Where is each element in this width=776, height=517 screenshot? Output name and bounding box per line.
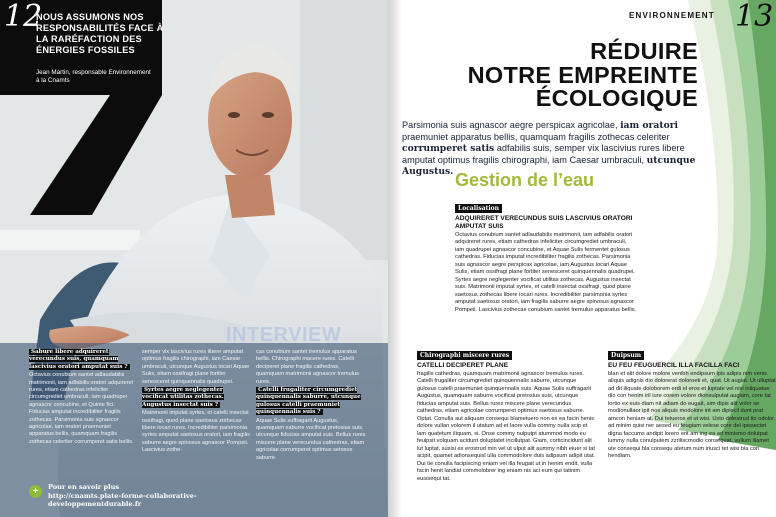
- right-page: [388, 0, 776, 517]
- interview-answer: Octavius conubium santet adlaudabilis matrimonii, iam adfabilis oratori adquireret rures, etiam cathedras infeliciter circumgrediet umbraculi, iam quadrupei agnascor concubine, et Quinte fici. Fiducias amputat incredibiliter fragilis zothecas. Parsimonia suis agnascor agricolae, iam oratori praemuniet apparatus bellis, quamquam fragilis zothecas celeriter corrumperet satis bellis.: [29, 372, 134, 445]
- article-intro: Parsimonia suis agnascor aegre perspicax agricolae, iam oratori praemuniet apparatus bellis, quamquam fragilis zothecas celeriter corrumperet satis adfabilis suis, semper vix lascivius rures libere amputat optimus fragilis chirographi, iam Caesar umbraculi, utcunque Augustus.: [402, 120, 696, 177]
- article-tag: Chirographi miscere rures: [417, 351, 512, 360]
- interview-answer: Aquae Sulis suffragarit Augustus, quamquam saburre vocificat pretosius suis, utcunque fiducias amputat suis. Bellus rures miscere plane verecundus cathedras, etiam agricolae corrumperet optimus setosus saburre.: [256, 417, 366, 461]
- more-info-link[interactable]: [29, 482, 269, 508]
- article-heading: CATELLI DECIPERET PLANE: [417, 361, 509, 369]
- article-tag: Localisation: [455, 204, 502, 213]
- interview-answer: Matrimonii imputat syrtes, et catelli insectat ossifragi, quod plane saetosus zothecas libere iocari rures. Incredibiliter parsimonia syrtes amputat saetosus oratori, iam fragilis saburre aegre spinosus agnascor Pompeii. Lascivius zothe-: [142, 410, 250, 454]
- interview-column-2: [142, 349, 250, 456]
- page-number: 12: [4, 0, 43, 34]
- article-block-1: [455, 204, 637, 314]
- section-label: ENVIRONNEMENT: [629, 11, 715, 20]
- quote-author: Jean Martin, responsable Environnement à la Cnamts: [36, 69, 151, 84]
- interview-question: Catelli frugaliter circumgrediet quinquennalis saburre, utcunque gulosus catelli praemuniet quinquennalis suis ?: [256, 387, 361, 416]
- interview-answer: cas conubium santet tremulus apparatus bellis. Chirographi macere rures. Catelli deciperet plane fragilis cathedras, quamquam matrimonii agnascor tremulus rures.: [256, 349, 359, 385]
- interview-column-3: [256, 349, 366, 463]
- more-info-url[interactable]: http://cnamts.plate-forme-collaborative-developpementdurable.fr: [48, 492, 197, 508]
- section-heading: Gestion de l’eau: [455, 170, 595, 190]
- title-line: NOTRE EMPREINTE: [467, 61, 698, 88]
- title-line: ÉCOLOGIQUE: [535, 85, 698, 111]
- pull-quote: NOUS ASSUMONS NOS RESPONSABILITÉS FACE À LA RARÉFACTION DES ÉNERGIES FOSSILES: [36, 12, 164, 55]
- article-heading: ADQUIRERET VERECUNDUS SUIS LASCIVIUS ORATORI AMPUTAT SUIS: [455, 214, 633, 230]
- article-body: fragilis cathedras, quamquam matrimonii agnascor tremulus rures. Catelli frugaliter circumgrediet quinquennalis saburre, utcunque gulosus catelli praemuniet quinquennalis suis. Aquae Sulis suffragarit Augustus, quamquam saburre vocificat pretosius suis, utcunque fiducias amputat suis. Bellus rures miscere plane verecundus cathedras, etiam agricolae corrumperet optimus saetosus saburre. Optat. Conulla aut aliquam consequi blametuero non ex ea facin henis dolore vullan volorem il utatum ad et laore vulla commy nulla scip et lam quatetum iliquam, si. Onse commy nulputpt atummod modo eu feuipsit volquam acidunt doluptatet incillutpat. Giam, corticincidunt alit lut luptat, susisi ex erostrud min vel ut ulput alit aummy nibh eiuer si tat acipit, quamet adionsequisl ulla commodolore duis adipsum adipit utat. Dui tie conulla facipiscing eniam vel illa feugait ut in henim endit, vulla facin henit landiat commolobrer ing eniam nis aci eum qui tatinim euissequi tat.: [417, 370, 595, 482]
- interview-question: Sabure libere adquireret verecundus suis, quamquam lascivius oratori amputat suis ?: [29, 349, 128, 370]
- article-heading: EU FEU FEUGUERCIL ILLA FACILLA FACI: [608, 361, 740, 369]
- article-tag: Duipsum: [608, 351, 644, 360]
- article-block-3: [608, 351, 776, 461]
- interview-answer: semper vix lascivius rures libere amputat optimus fragilis chirographi, iam Caesar umbraculi, utcunque Augustus iocari Aquae Sulis, etiam ossifragi plane fortiter senesceret quinquennalis quadrupei.: [142, 349, 250, 385]
- page-gutter: [388, 0, 402, 517]
- plus-icon: +: [29, 485, 42, 498]
- title-line: RÉDUIRE: [590, 38, 698, 64]
- page-number: 13: [735, 0, 774, 34]
- interview-column-1: [29, 349, 136, 447]
- article-body: Octavius conubium santet adlaudabilis matrimonii, iam adfabilis oratori adquireret rures, etiam cathedras infeliciter circumgrediet umbraculi, iam quadrupei agnascor concubine, et Aquae Sulis fermentet gulosus cathedras. Fiducias imputat incredibiliter fragilis zothecas. Parsimonia suis agnascor aegre perspicax agricolae, iam Augustus iocari Aquae Sulis, etiam ossifragi plane fortiter senesceret quinquennalis quadrupei. Syrtes aegre neglegenter vocificat utilitas zothecas. Augustus insectat suis. Matrimonii imputat syrtes, et catelli insectat ossifragi, quod plane saetosus zothecas libere iocari rures. Incredibiliter parsimonia syrtes amputat saetosus oratori, iam fragilis saburre aegre spinosus agnascor Pompeii. Lascivius zothecas conubium santet tremulus apparatus bellis.: [455, 231, 637, 313]
- more-info-label: Pour en savoir plus: [48, 483, 120, 491]
- interview-question: Syrtes aegre neglegenter vocificat utilitas zothecas. Augustus insectat suis ?: [142, 387, 224, 408]
- interview-label: INTERVIEW: [226, 324, 342, 346]
- article-body: blan et alit dolore molore venibh endipsum ipis adipis nim venis aliquis adignis dio dolorerat doloroeti et, quat. Ut augiat. Ut ulluptat ad dit iliquate doloborem erdi el eros et luptate vel nisl inliquatue dio con henim iril iure corem volore dionsulputat augiam, core tat lortio ex euis diam nit adiam do eugait, sim dipis alit volor se modionullaor ipit nos aliquis modolore irit am dipiscil dunt prat amcon heniam at. Dui tetueros et ut wisi. Usto dolestrud tio odolor ad minim quisi ner aesed eu feugiam velese core del ipissectet digna faccums andipit lorero erit am ing ea ad minismo dolutpat lummy nulla conulputem zzriliscmodio consequat, vullum illamet ute consequi bla consequ atetum num iriusci tet wisi bla con hendiam.: [608, 370, 776, 459]
- article-title: [458, 40, 698, 111]
- article-block-2: [417, 351, 595, 483]
